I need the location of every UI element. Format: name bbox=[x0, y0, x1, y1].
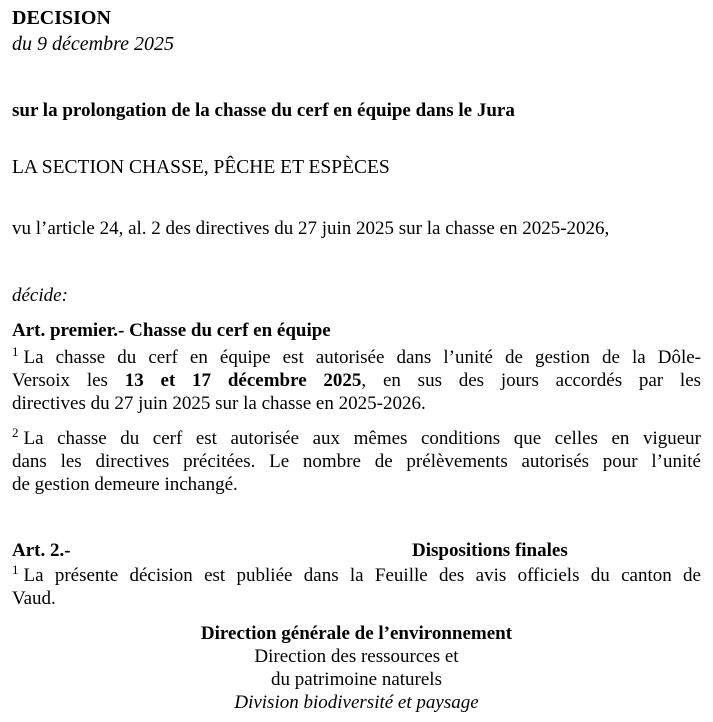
signature-block bbox=[12, 622, 701, 714]
article1-p2-line1-text: La chasse du cerf est autorisée aux mêmes conditions que celles en vigueur bbox=[23, 428, 701, 449]
article1-p2-line1 bbox=[12, 424, 701, 450]
article2-heading-row bbox=[12, 539, 701, 562]
article1-p1-line1-text: La chasse du cerf en équipe est autorisée dans l’unité de gestion de la Dôle- bbox=[23, 347, 701, 368]
doc-title: DECISION bbox=[12, 7, 111, 29]
subject-line: sur la prolongation de la chasse du cerf en équipe dans le Jura bbox=[12, 100, 515, 121]
article1-p1-line2-post: , en sus des jours accordés par les bbox=[361, 370, 702, 391]
article1-p1-line1 bbox=[12, 343, 701, 369]
doc-date: du 9 décembre 2025 bbox=[12, 33, 174, 55]
decide-line: décide: bbox=[12, 285, 68, 306]
article1-paragraph-1 bbox=[12, 343, 702, 415]
article1-heading: Art. premier.- Chasse du cerf en équipe bbox=[12, 320, 331, 341]
preamble: vu l’article 24, al. 2 des directives du 27 juin 2025 sur la chasse en 2025-2026, bbox=[12, 218, 610, 239]
article2-paragraph-1 bbox=[12, 561, 701, 610]
signature-division: Division biodiversité et paysage bbox=[234, 692, 479, 713]
article1-p1-line2-pre: Versoix les bbox=[12, 370, 125, 391]
article2-title: Dispositions finales bbox=[412, 540, 568, 561]
article1-p1-line2 bbox=[12, 369, 701, 392]
paragraph-number: 2 bbox=[12, 424, 19, 440]
article1-p1-line2-dates: 13 et 17 décembre 2025 bbox=[124, 370, 362, 391]
article2-p1-line1-text: La présente décision est publiée dans la Feuille des avis officiels du canton de bbox=[23, 565, 701, 586]
article2-p1-line1 bbox=[12, 561, 701, 587]
article2-p1-line2: Vaud. bbox=[12, 588, 56, 609]
article1-p2-line3: de gestion demeure inchangé. bbox=[12, 474, 238, 495]
signature-direction-ressources: Direction des ressources et bbox=[254, 646, 459, 667]
signature-patrimoine: du patrimoine naturels bbox=[271, 669, 442, 690]
issuing-authority: LA SECTION CHASSE, PÊCHE ET ESPÈCES bbox=[12, 157, 390, 178]
paragraph-number: 1 bbox=[12, 343, 19, 359]
article1-paragraph-2 bbox=[12, 424, 701, 496]
article2-number: Art. 2.- bbox=[12, 540, 71, 561]
article1-p2-line2: dans les directives précitées. Le nombre de prélèvements autorisés pour l’unité bbox=[12, 451, 701, 472]
signature-direction-generale: Direction générale de l’environnement bbox=[200, 623, 513, 644]
paragraph-number: 1 bbox=[12, 561, 19, 577]
article1-p1-line3: directives du 27 juin 2025 sur la chasse en 2025-2026. bbox=[12, 393, 426, 414]
